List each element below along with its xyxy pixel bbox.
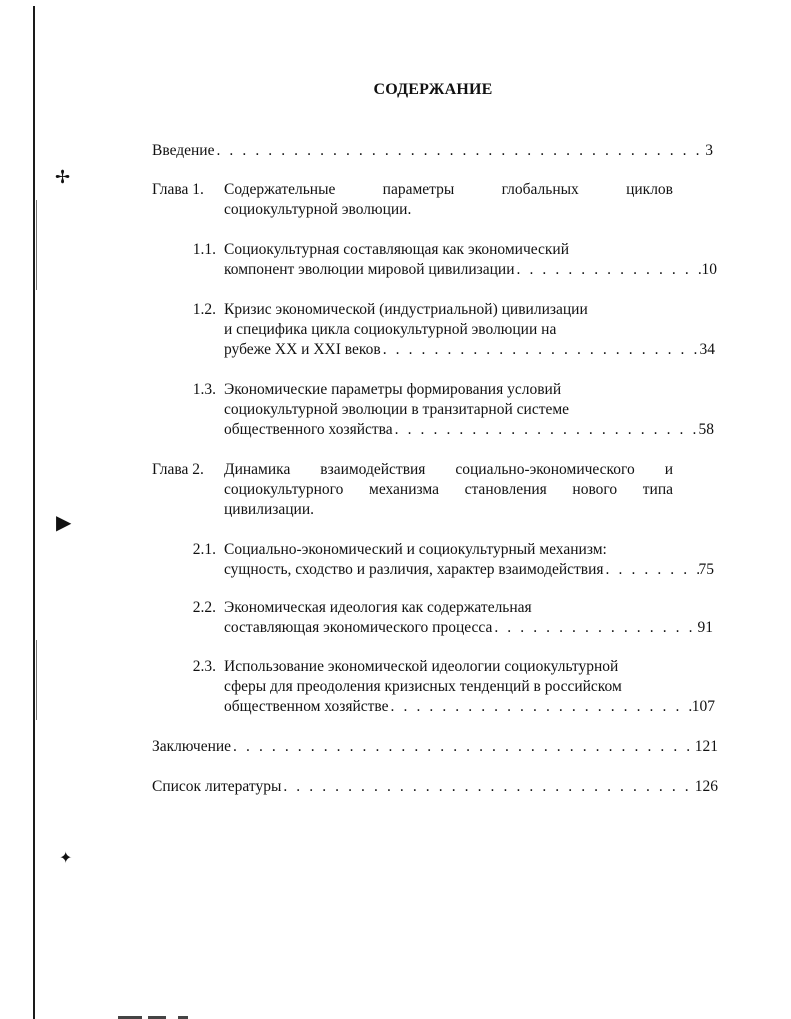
section-title-line: сферы для преодоления кризисных тенденций в российском bbox=[224, 678, 622, 695]
toc-page-number: 58 bbox=[698, 421, 714, 438]
chapter-title-line: социокультурного механизма становления нового типа bbox=[224, 481, 673, 498]
ink-blot: ✦ bbox=[59, 848, 73, 867]
leader-dots bbox=[515, 260, 702, 280]
toc-page-number: 3 bbox=[705, 142, 713, 159]
section-number: 2.3. bbox=[192, 658, 216, 675]
toc-entry-chapter2[interactable] bbox=[224, 460, 673, 520]
chapter-title-line: социокультурной эволюции. bbox=[224, 201, 412, 218]
leader-dots bbox=[492, 618, 697, 638]
section-title-line: Использование экономической идеологии социокультурной bbox=[224, 658, 619, 675]
toc-entry-section-2-2[interactable] bbox=[224, 598, 713, 638]
toc-entry-section-1-3[interactable] bbox=[224, 380, 714, 440]
chapter-label: Глава 2. bbox=[152, 461, 204, 478]
leader-dots bbox=[393, 420, 699, 440]
section-title-line: Социокультурная составляющая как экономический bbox=[224, 241, 570, 258]
toc-entry-section-1-1[interactable] bbox=[224, 240, 717, 280]
section-title-line: общественного хозяйства bbox=[224, 421, 393, 438]
chapter-title-line: Динамика взаимодействия социально-экономического и bbox=[224, 461, 673, 478]
toc-entry-label: Введение bbox=[152, 142, 215, 159]
chapter-title-line: Содержательные параметры глобальных циклов bbox=[224, 181, 673, 198]
section-number: 2.2. bbox=[192, 599, 216, 616]
section-number: 1.1. bbox=[192, 241, 216, 258]
leader-dots bbox=[231, 737, 695, 757]
leader-dots bbox=[214, 141, 705, 161]
toc-page-number: 34 bbox=[699, 341, 715, 358]
toc-page-number: 91 bbox=[697, 619, 713, 636]
toc-entry-label: Заключение bbox=[152, 738, 232, 755]
leader-dots bbox=[604, 560, 699, 580]
section-title-line: Экономическая идеология как содержательная bbox=[224, 599, 532, 616]
section-number: 1.2. bbox=[192, 301, 216, 318]
toc-entry-label: Список литературы bbox=[152, 778, 282, 795]
toc-entry-section-2-3[interactable] bbox=[224, 657, 715, 717]
page-binding-edge bbox=[33, 6, 35, 1019]
ink-blot: ▶ bbox=[56, 510, 72, 534]
toc-entry-intro[interactable] bbox=[152, 141, 713, 161]
toc-entry-chapter1[interactable] bbox=[224, 180, 673, 220]
section-title-line: рубеже XX и XXI веков bbox=[224, 341, 381, 358]
section-number: 2.1. bbox=[192, 541, 216, 558]
section-title-line: Кризис экономической (индустриальной) цивилизации bbox=[224, 301, 588, 318]
section-title-line: компонент эволюции мировой цивилизации bbox=[224, 261, 515, 278]
section-title-line: общественном хозяйстве bbox=[224, 698, 389, 715]
page-title: СОДЕРЖАНИЕ bbox=[373, 81, 493, 98]
section-title-line: и специфика цикла социокультурной эволюции на bbox=[224, 321, 557, 338]
toc-page-number: 10 bbox=[701, 261, 717, 278]
section-title-line: Экономические параметры формирования условий bbox=[224, 381, 562, 398]
section-title-line: сущность, сходство и различия, характер взаимодействия bbox=[224, 561, 604, 578]
toc-entry-references[interactable] bbox=[152, 777, 718, 797]
section-number: 1.3. bbox=[192, 381, 216, 398]
chapter-title-line: цивилизации. bbox=[224, 501, 314, 518]
leader-dots bbox=[281, 777, 694, 797]
ink-blot: ✢ bbox=[55, 167, 71, 188]
toc-entry-section-2-1[interactable] bbox=[224, 540, 714, 580]
toc-page-number: 107 bbox=[691, 698, 715, 715]
scan-streak bbox=[36, 640, 37, 720]
section-title-line: Социально-экономический и социокультурный механизм: bbox=[224, 541, 607, 558]
leader-dots bbox=[389, 697, 692, 717]
leader-dots bbox=[381, 340, 700, 360]
scan-streak bbox=[36, 200, 37, 290]
toc-entry-conclusion[interactable] bbox=[152, 737, 718, 757]
toc-entry-section-1-2[interactable] bbox=[224, 300, 715, 360]
toc-page-number: 121 bbox=[694, 738, 718, 755]
section-title-line: составляющая экономического процесса bbox=[224, 619, 493, 636]
toc-page-number: 126 bbox=[694, 778, 718, 795]
toc-page-number: 75 bbox=[698, 561, 714, 578]
section-title-line: социокультурной эволюции в транзитарной системе bbox=[224, 401, 570, 418]
chapter-label: Глава 1. bbox=[152, 181, 204, 198]
